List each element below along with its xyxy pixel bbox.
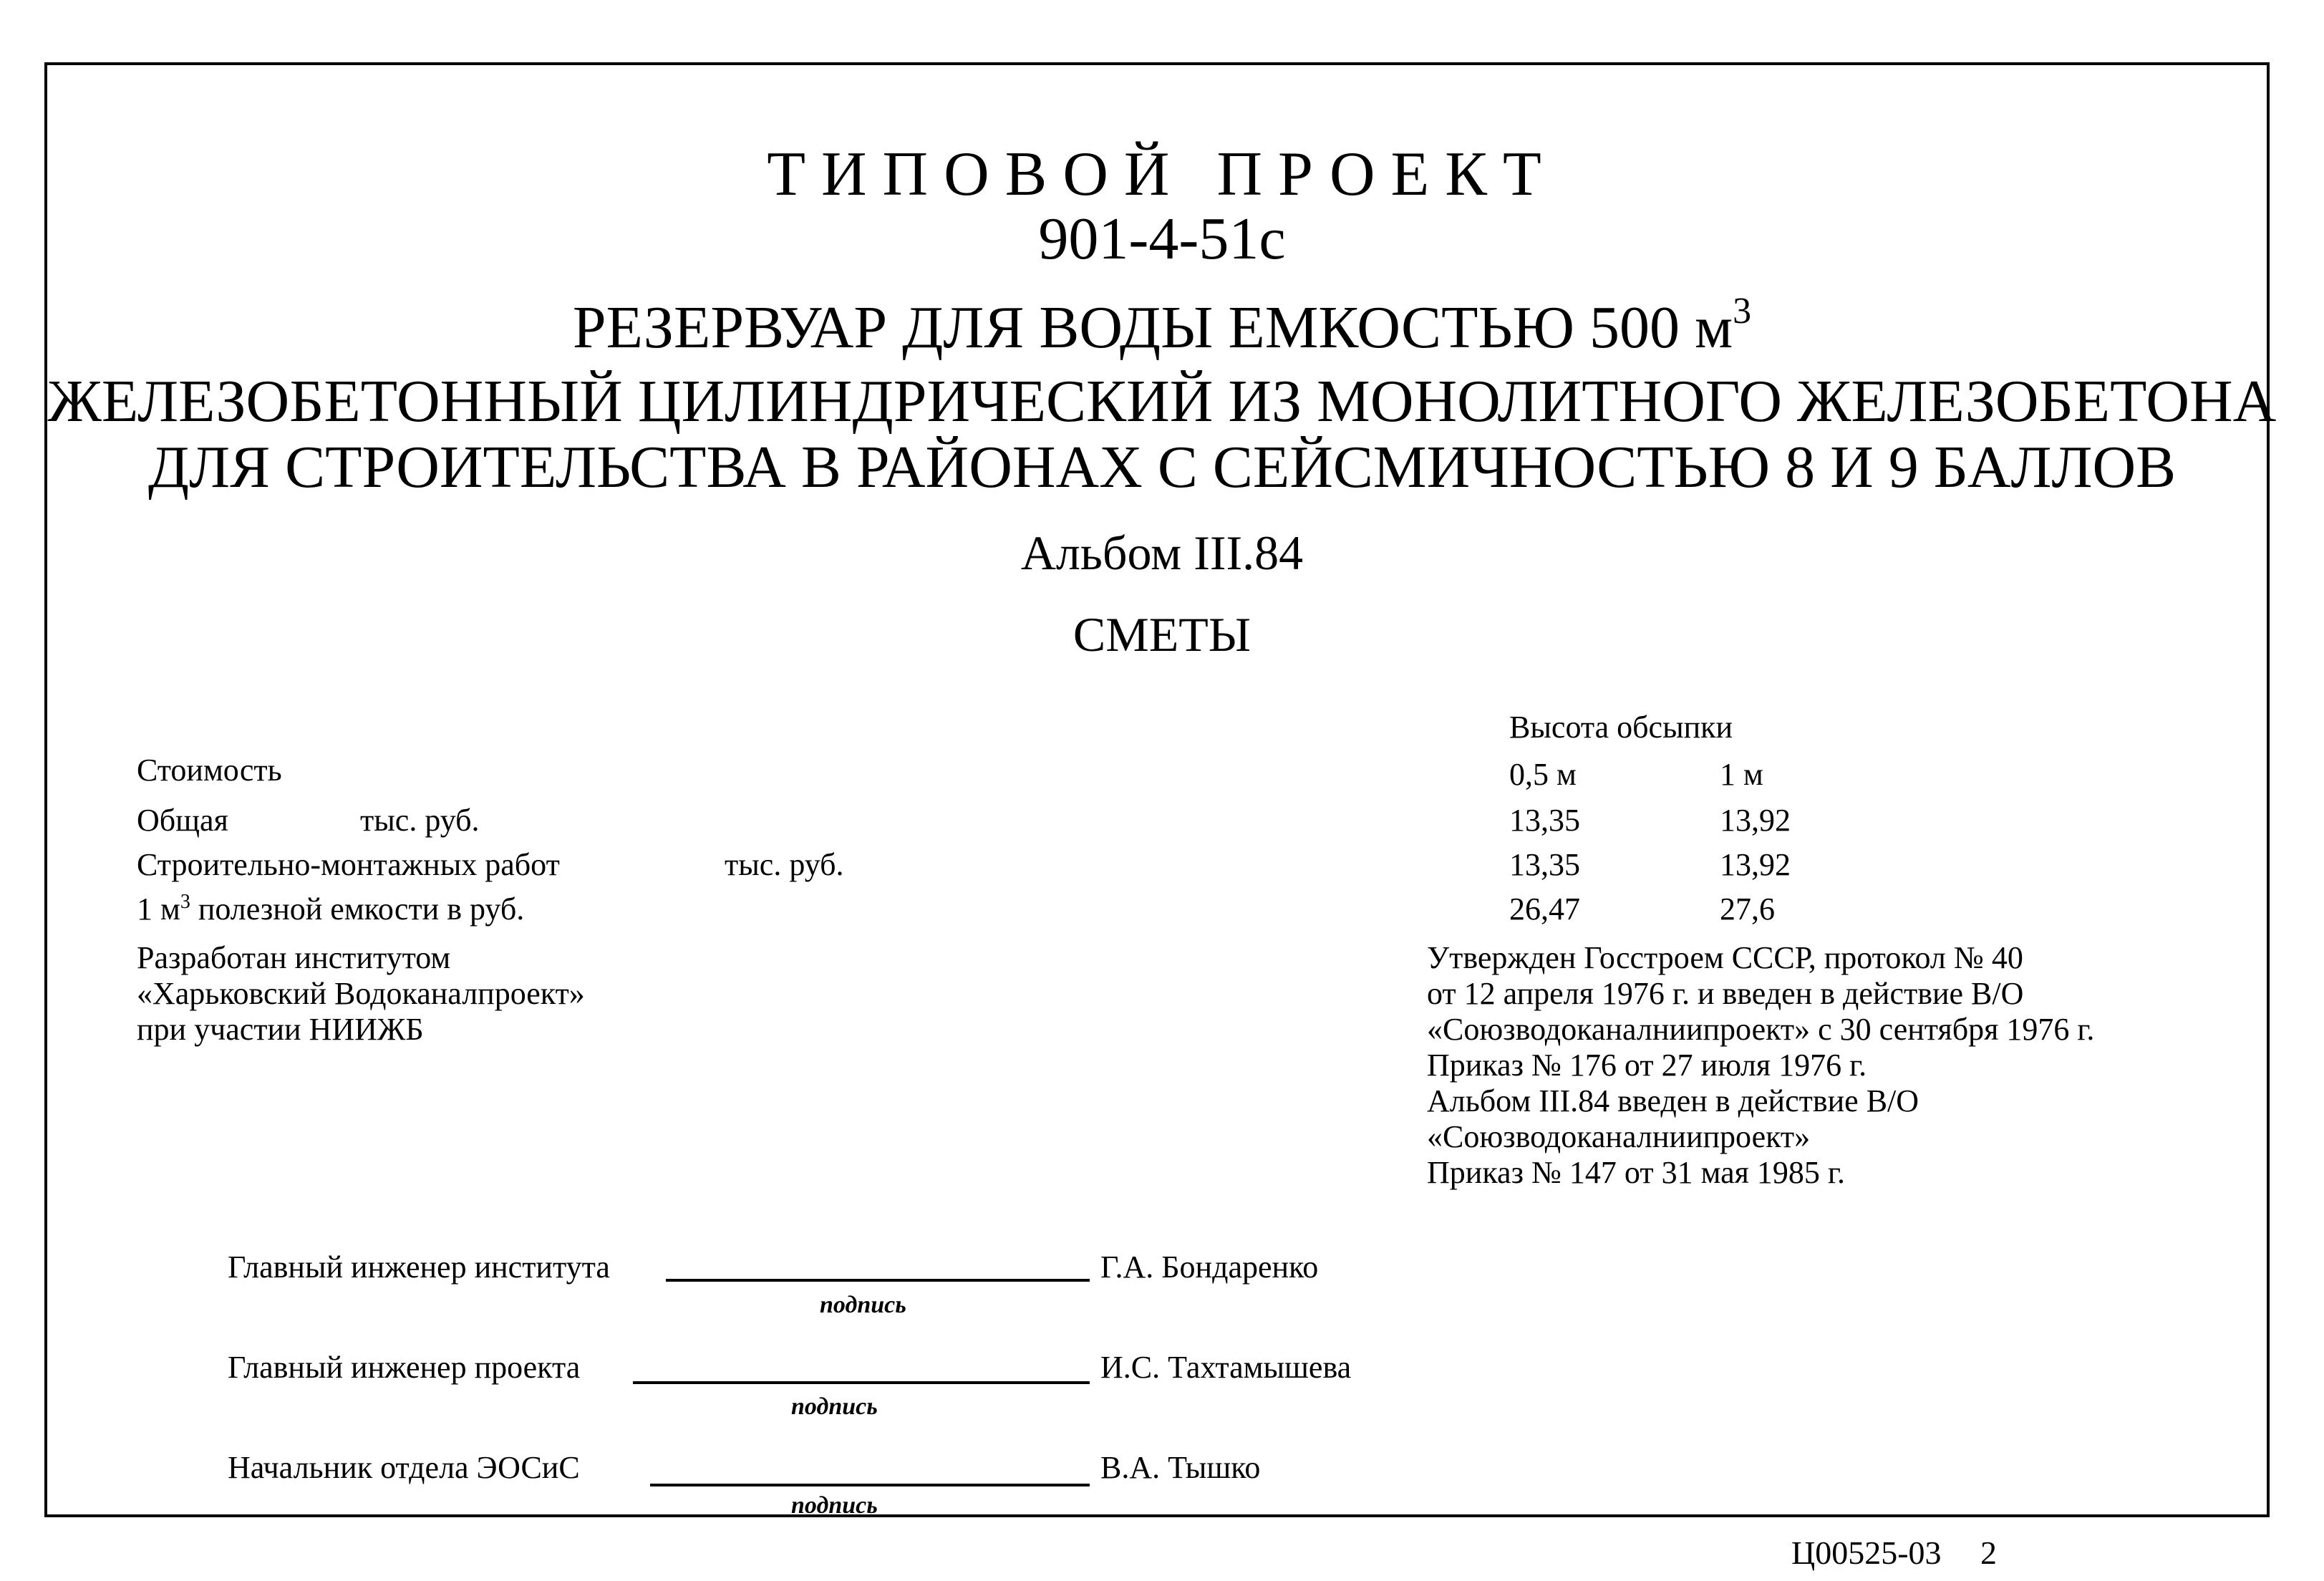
cost-row-unit-total: тыс. руб. [360, 803, 480, 838]
project-heading [0, 291, 2324, 501]
cost-value-construction-1: 13,92 [1720, 847, 1791, 882]
signature-name-1: Г.А. Бондаренко [1100, 1249, 1319, 1285]
signature-position-3: Начальник отдела ЭОСиС [228, 1450, 580, 1485]
signature-name-2: И.С. Тахтамышева [1100, 1350, 1352, 1385]
per-m3-label-superscript: 3 [180, 891, 190, 913]
per-m3-label-suffix: полезной емкости в руб. [190, 891, 525, 927]
cost-value-total-1: 13,92 [1720, 803, 1791, 838]
heading-superscript: 3 [1733, 291, 1752, 332]
approval-line-5: Альбом III.84 введен в действие В/О [1427, 1083, 1919, 1118]
signature-line-1 [666, 1279, 1090, 1282]
heading-line-3: ДЛЯ СТРОИТЕЛЬСТВА В РАЙОНАХ С СЕЙСМИЧНОСТЬЮ 8 И 9 БАЛЛОВ [147, 434, 2177, 501]
approval-line-3: «Союзводоканалниипроект» с 30 сентября 1976 г. [1427, 1012, 2095, 1047]
developer-line-1: Разработан институтом [137, 940, 451, 975]
heading-line-1-text: РЕЗЕРВУАР ДЛЯ ВОДЫ ЕМКОСТЬЮ 500 м [572, 294, 1733, 361]
heading-line-2: ЖЕЛЕЗОБЕТОННЫЙ ЦИЛИНДРИЧЕСКИЙ ИЗ МОНОЛИТНОГО ЖЕЛЕЗОБЕТОНА [47, 368, 2277, 435]
developer-block [137, 940, 585, 1048]
series-title: ТИПОВОЙ ПРОЕКТ [767, 140, 1557, 209]
cost-value-per-m3-1: 27,6 [1720, 891, 1775, 927]
approval-line-4: Приказ № 176 от 27 июля 1976 г. [1427, 1048, 1867, 1083]
signature-caption-1: подпись [820, 1292, 906, 1318]
cost-column-header-2: 1 м [1720, 757, 1763, 792]
document-number: Ц00525-03 [1791, 1534, 1942, 1571]
heading-line-1 [0, 291, 2324, 369]
cost-value-per-m3-05: 26,47 [1509, 891, 1580, 927]
approval-block [1427, 940, 2094, 1191]
developer-line-3: при участии НИИЖБ [137, 1012, 424, 1047]
cost-row-label-total: Общая [137, 803, 228, 838]
signature-line-3 [650, 1484, 1090, 1486]
cost-title-row: Стоимость [137, 753, 282, 788]
signature-position-2: Главный инженер проекта [228, 1350, 581, 1385]
cost-value-construction-05: 13,35 [1509, 847, 1580, 882]
signature-caption-2: подпись [791, 1393, 878, 1420]
per-m3-label-prefix: 1 м [137, 891, 180, 927]
signature-name-3: В.А. Тышко [1100, 1450, 1261, 1485]
signature-line-2 [633, 1381, 1090, 1384]
approval-line-1: Утвержден Госстроем СССР, протокол № 40 [1427, 940, 2023, 975]
cost-row-label-per-m3 [137, 891, 525, 927]
album-label: Альбом III.84 [1020, 526, 1304, 580]
approval-line-6: «Союзводоканалниипроект» [1427, 1119, 1811, 1154]
cost-value-total-05: 13,35 [1509, 803, 1580, 838]
signature-caption-3: подпись [791, 1492, 878, 1519]
signature-position-1: Главный инженер института [228, 1249, 610, 1285]
cost-column-header-1: 0,5 м [1509, 757, 1577, 792]
cost-row-unit-construction: тыс. руб. [725, 847, 844, 882]
approval-line-7: Приказ № 147 от 31 мая 1985 г. [1427, 1155, 1845, 1190]
section-title: СМЕТЫ [1073, 607, 1251, 662]
page-number: 2 [1980, 1534, 1997, 1571]
approval-line-2: от 12 апреля 1976 г. и введен в действие В/О [1427, 976, 2024, 1011]
project-code: 901-4-51с [1038, 206, 1286, 272]
drawing-frame [44, 62, 2270, 1517]
developer-line-2: «Харьковский Водоканалпроект» [137, 976, 585, 1011]
cost-row-label-construction: Строительно-монтажных работ [137, 847, 560, 882]
cost-group-header: Высота обсыпки [1509, 710, 1733, 745]
